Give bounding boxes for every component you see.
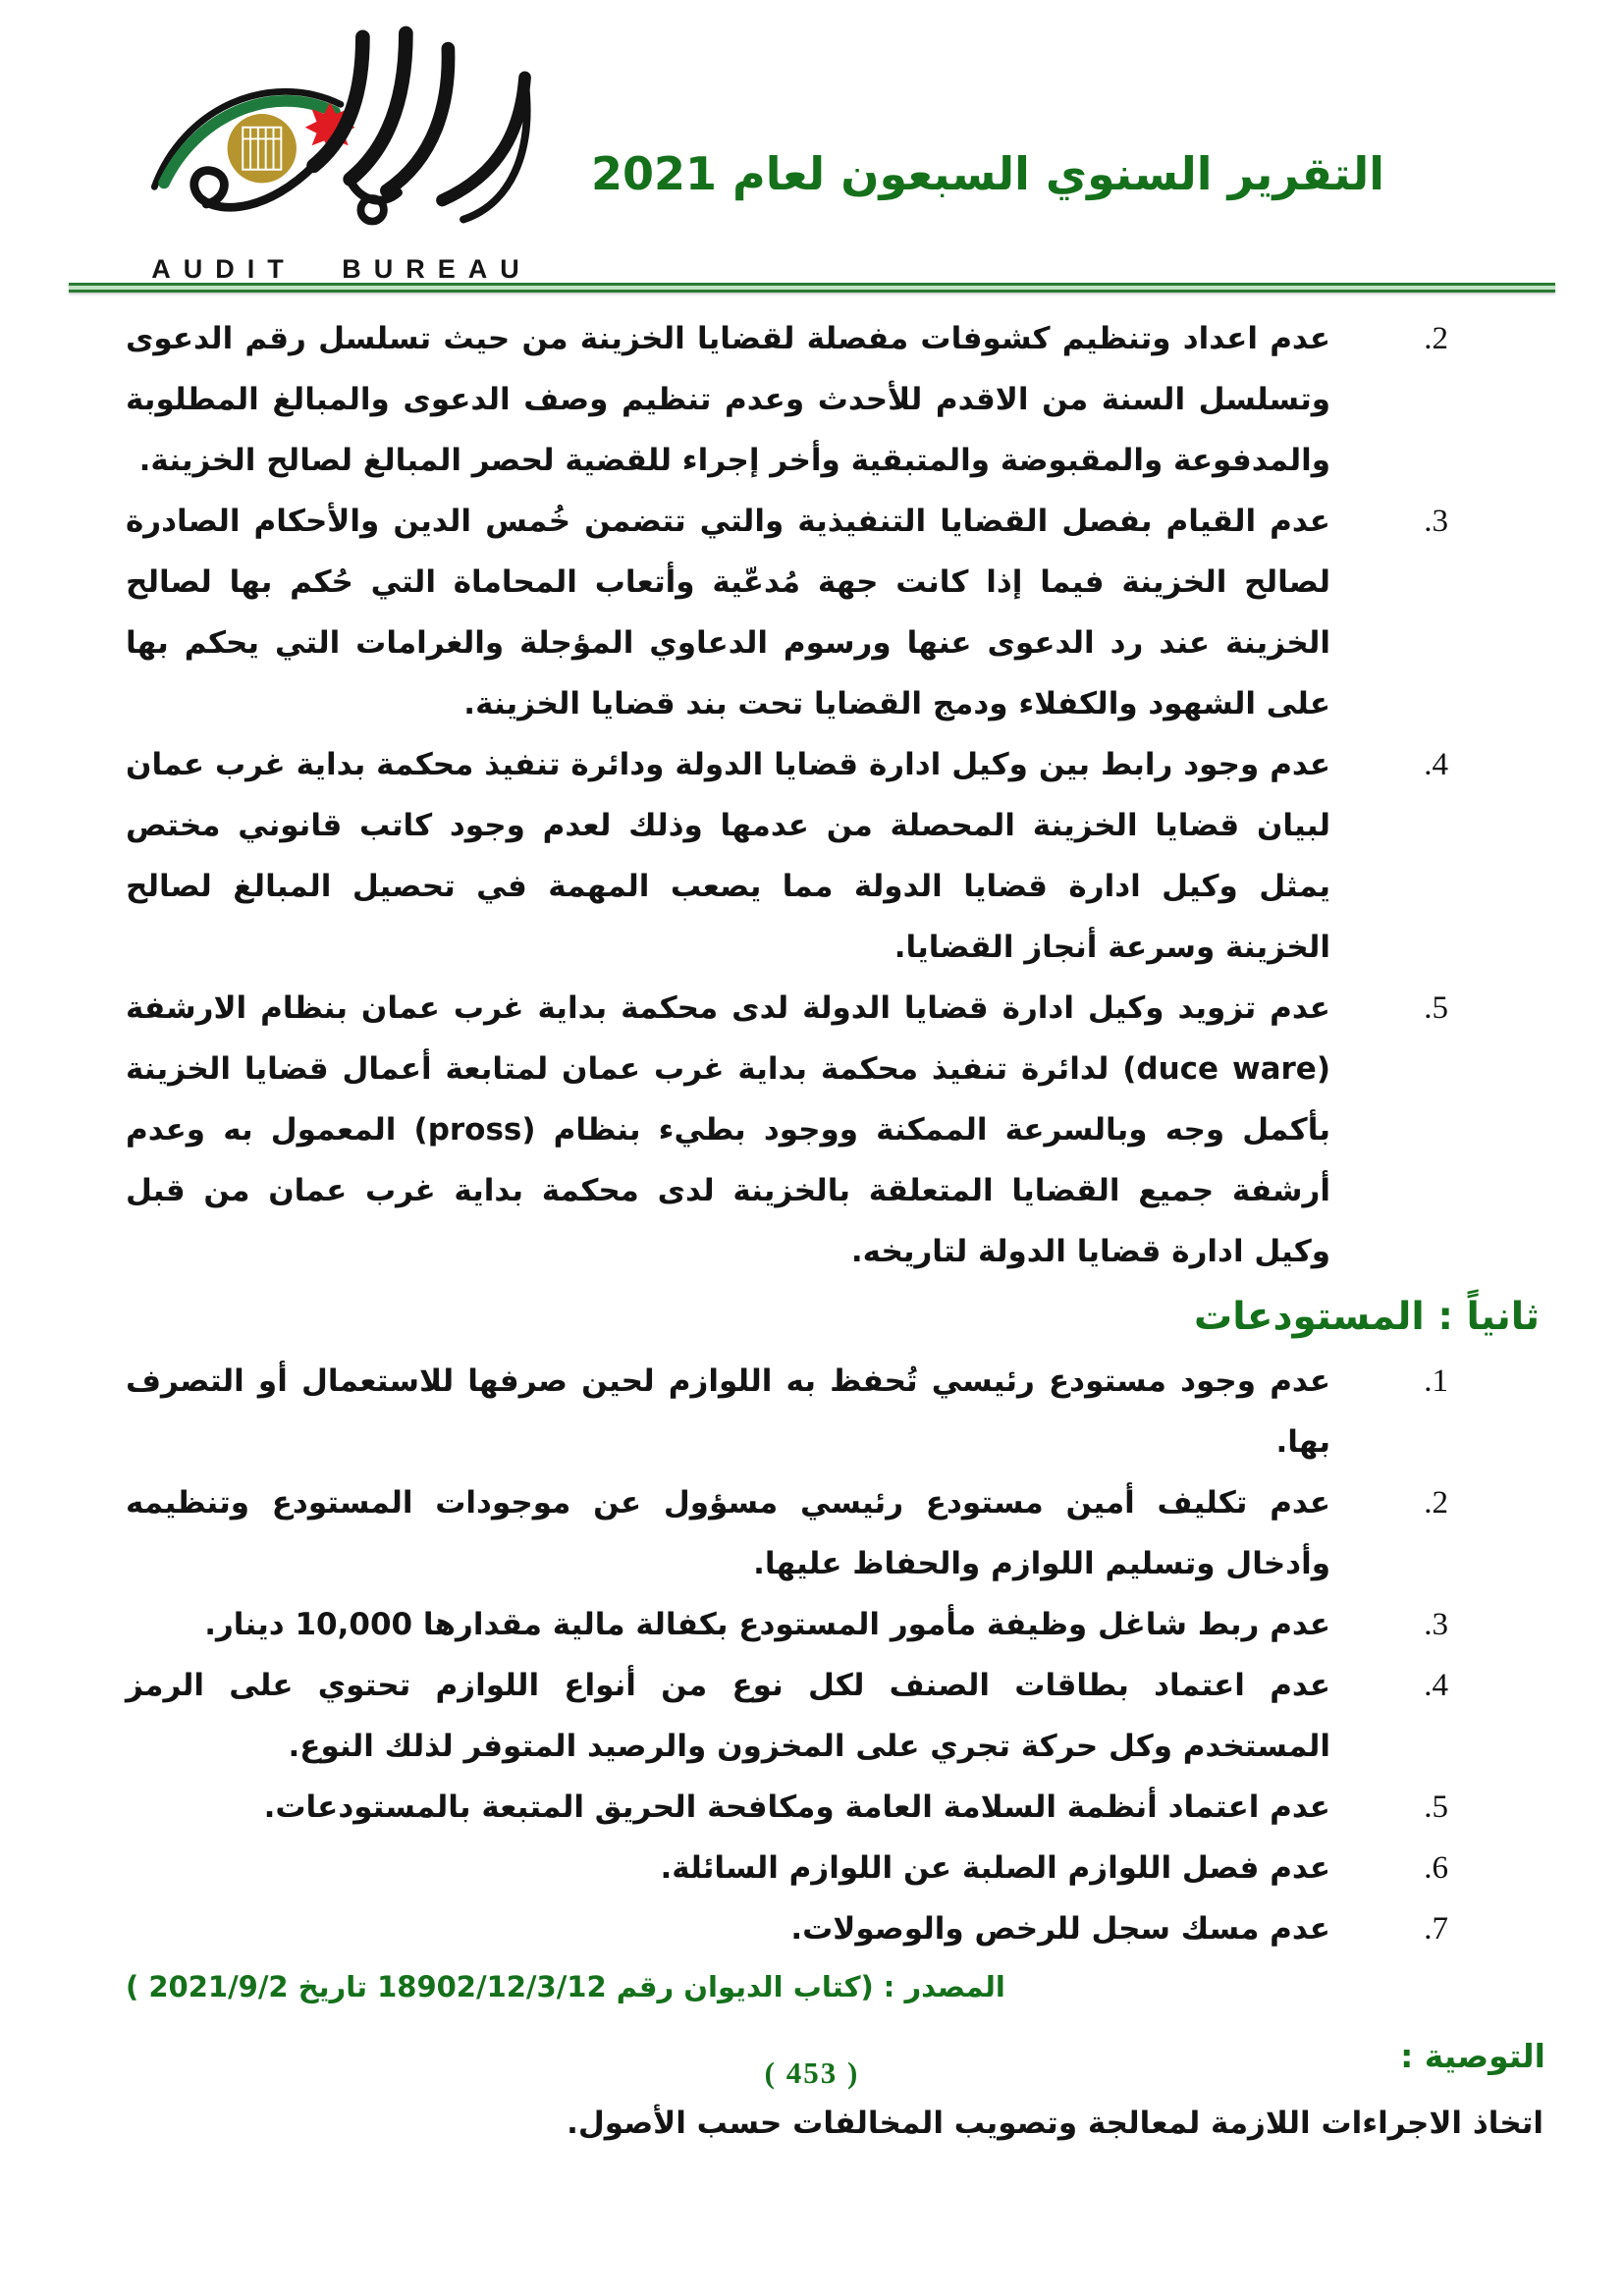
list-item bbox=[126, 1777, 1448, 1838]
item-text: عدم اعتماد بطاقات الصنف لكل نوع من أنواع اللوازم تحتوي على الرمز المستخدم وكل حركة تجري على المخزون والرصيد المتوفر لذلك النوع. bbox=[126, 1668, 1330, 1764]
item-number: 2. bbox=[1424, 321, 1448, 356]
item-text: عدم فصل اللوازم الصلبة عن اللوازم السائلة. bbox=[660, 1850, 1330, 1886]
list-item bbox=[126, 1838, 1448, 1898]
source-line: المصدر : (كتاب الديوان رقم 18902/12/3/12 تاريخ 2021/9/2 ) bbox=[126, 1970, 1005, 2003]
item-text: عدم وجود رابط بين وكيل ادارة قضايا الدولة ودائرة تنفيذ محكمة بداية غرب عمان لبيان قضايا الخزينة المحصلة من عدمها وذلك لعدم وجود كاتب قانوني مختص يمثل وكيل ادارة قضايا الدولة مما يصعب المهمة في تحصيل المبالغ لصالح الخزينة وسرعة أنجاز القضايا. bbox=[126, 747, 1330, 965]
logo-caption: AUDIT BUREAU bbox=[151, 254, 532, 284]
item-number: 7. bbox=[1424, 1911, 1448, 1947]
item-number: 2. bbox=[1424, 1485, 1448, 1521]
item-text: عدم اعداد وتنظيم كشوفات مفصلة لقضايا الخزينة من حيث تسلسل رقم الدعوى وتسلسل السنة من الاقدم للأحدث وعدم تنظيم وصف الدعوى والمبالغ المطلوبة والمدفوعة والمقبوضة والمتبقية وأخر إجراء للقضية لحصر المبالغ لصالح الخزينة. bbox=[126, 321, 1330, 478]
item-text: عدم تزويد وكيل ادارة قضايا الدولة لدى محكمة بداية غرب عمان بنظام الارشفة (duce ware) لدائرة تنفيذ محكمة بداية غرب عمان لمتابعة أعمال قضايا الخزينة بأكمل وجه وبالسرعة الممكنة ووجود بطيء بنظام (pross) المعمول به وعدم أرشفة جميع القضايا المتعلقة بالخزينة لدى محكمة بداية غرب عمان من قبل وكيل ادارة قضايا الدولة لتاريخه. bbox=[126, 990, 1330, 1269]
item-text: عدم اعتماد أنظمة السلامة العامة ومكافحة الحريق المتبعة بالمستودعات. bbox=[263, 1789, 1330, 1825]
report-body bbox=[0, 293, 1624, 2154]
list-item bbox=[126, 308, 1448, 491]
item-text: عدم وجود مستودع رئيسي تُحفظ به اللوازم لحين صرفها للاستعمال أو التصرف بها. bbox=[126, 1363, 1330, 1460]
item-number: 5. bbox=[1424, 1789, 1448, 1825]
list-item bbox=[126, 978, 1448, 1282]
item-number: 4. bbox=[1424, 1668, 1448, 1703]
logo-gold-disc bbox=[228, 114, 297, 183]
item-text: عدم القيام بفصل القضايا التنفيذية والتي تتضمن خُمس الدين والأحكام الصادرة لصالح الخزينة فيما إذا كانت جهة مُدعّية وأتعاب المحاماة التي حُكم بها لصالح الخزينة عند رد الدعوى عنها ورسوم الدعاوي المؤجلة والغرامات التي يحكم بها على الشهود والكفلاء ودمج القضايا تحت بند قضايا الخزينة. bbox=[126, 504, 1330, 721]
list-item bbox=[126, 1898, 1448, 1959]
warehouse-issues-list bbox=[126, 1351, 1448, 1959]
warehouses-section-heading: ثانياً : المستودعات bbox=[1194, 1295, 1540, 1339]
item-text: عدم ربط شاغل وظيفة مأمور المستودع بكفالة مالية مقدارها 10,000 دينار. bbox=[204, 1607, 1330, 1642]
item-number: 4. bbox=[1424, 747, 1448, 782]
list-item bbox=[126, 1472, 1448, 1594]
list-item bbox=[126, 1655, 1448, 1777]
item-text: عدم تكليف أمين مستودع رئيسي مسؤول عن موجودات المستودع وتنظيمه وأدخال وتسليم اللوازم والحفاظ عليها. bbox=[126, 1485, 1330, 1581]
page-number: ( 453 ) bbox=[764, 2056, 860, 2090]
treasury-issues-list bbox=[126, 308, 1448, 1282]
item-number: 3. bbox=[1424, 504, 1448, 539]
list-item bbox=[126, 734, 1448, 978]
list-item bbox=[126, 1351, 1448, 1472]
item-number: 6. bbox=[1424, 1850, 1448, 1886]
recommendation-text: اتخاذ الاجراءات اللازمة لمعالجة وتصويب المخالفات حسب الأصول. bbox=[567, 2106, 1543, 2141]
item-text: عدم مسك سجل للرخص والوصولات. bbox=[790, 1911, 1330, 1947]
audit-bureau-logo-icon bbox=[126, 22, 548, 252]
report-title: التقرير السنوي السبعون لعام 2021 bbox=[590, 147, 1384, 200]
recommendation-label: التوصية : bbox=[1400, 2037, 1545, 2075]
audit-bureau-logo bbox=[126, 22, 558, 285]
item-number: 5. bbox=[1424, 990, 1448, 1026]
list-item bbox=[126, 1594, 1448, 1655]
item-number: 1. bbox=[1424, 1363, 1448, 1399]
list-item bbox=[126, 491, 1448, 734]
page-header bbox=[0, 0, 1624, 283]
item-number: 3. bbox=[1424, 1607, 1448, 1642]
